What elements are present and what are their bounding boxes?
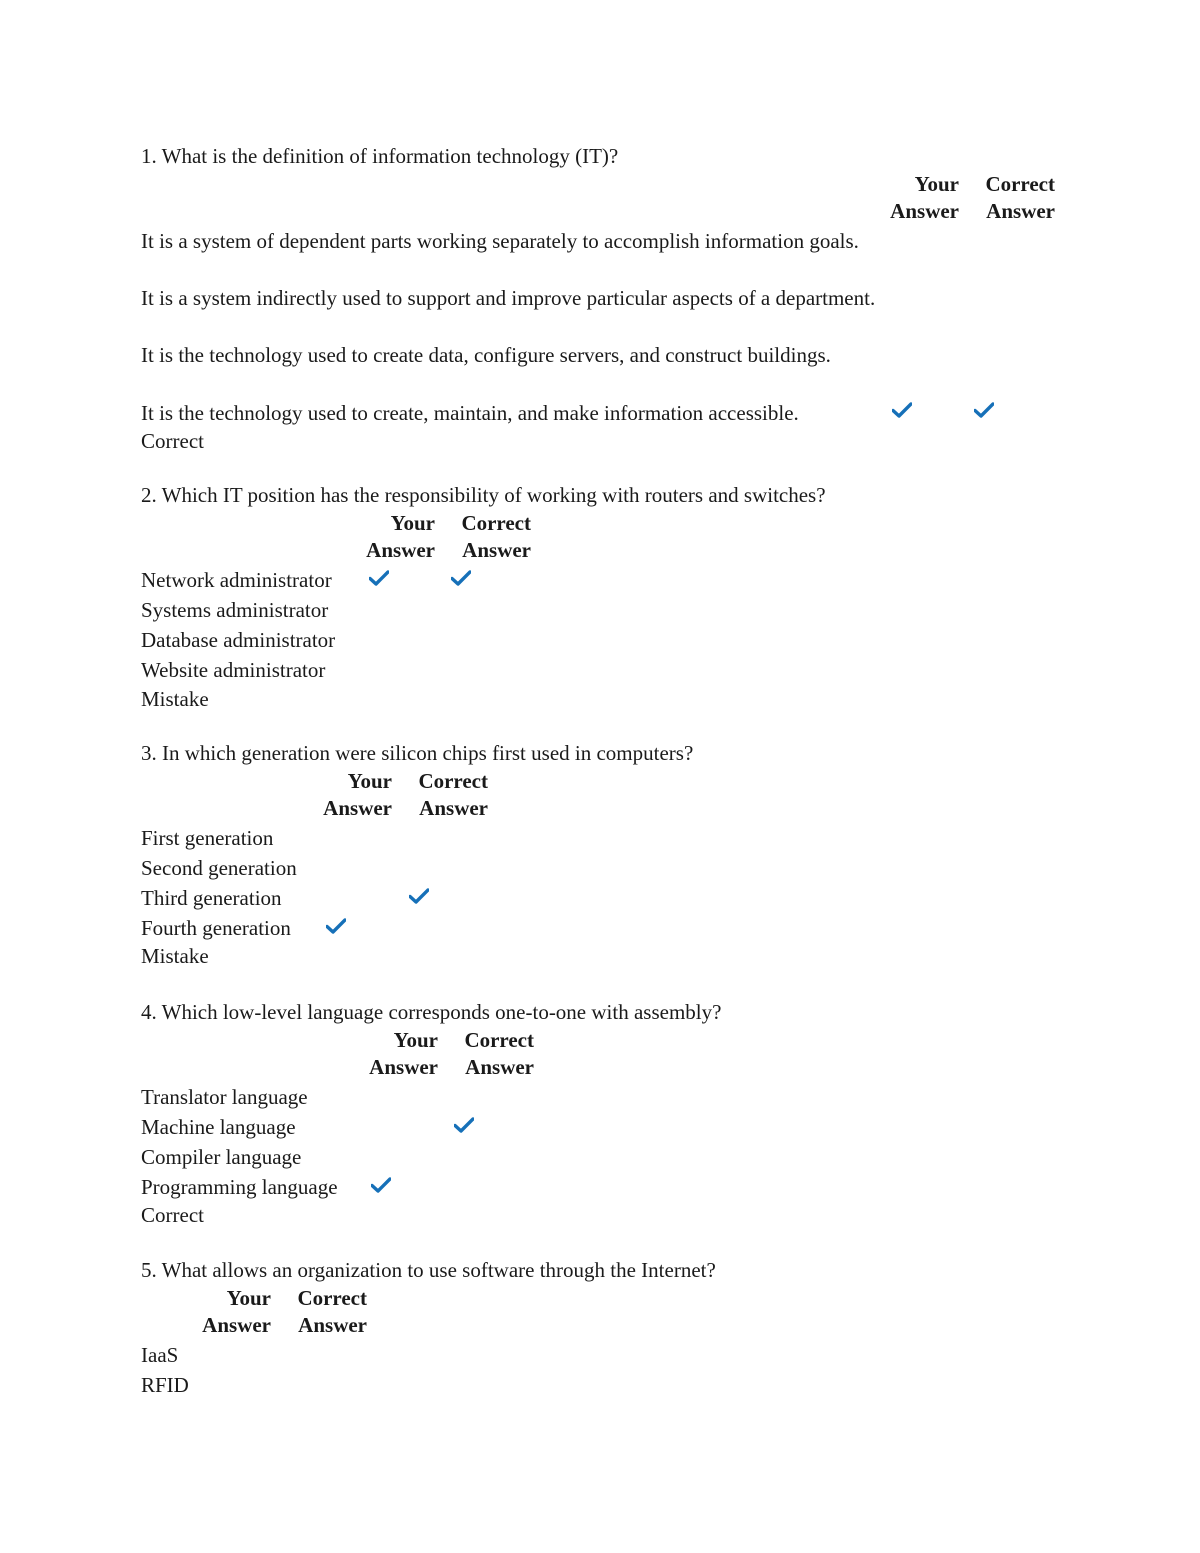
correct-answer-check-icon (451, 570, 471, 586)
answer-option: Translator language (141, 1085, 308, 1109)
your-answer-header: Your Answer (890, 172, 959, 223)
correct-answer-check-icon (409, 888, 429, 904)
result-label: Correct (141, 429, 204, 453)
question-text: 1. What is the definition of information technology (IT)? (141, 144, 619, 168)
answer-option: It is the technology used to create, maintain, and make information accessible. (141, 401, 799, 425)
your-answer-header: Your Answer (202, 1286, 271, 1337)
your-answer-check-icon (326, 918, 346, 934)
answer-option: Second generation (141, 856, 297, 880)
answer-option: Database administrator (141, 628, 336, 652)
answer-option: It is a system of dependent parts working separately to accomplish information goals. (141, 229, 859, 253)
answer-option: Fourth generation (141, 916, 291, 940)
answer-option: It is a system indirectly used to support and improve particular aspects of a department. (141, 286, 876, 310)
your-answer-header: Your Answer (369, 1028, 438, 1079)
result-label: Mistake (141, 687, 209, 711)
question-text: 4. Which low-level language corresponds one-to-one with assembly? (141, 1000, 722, 1024)
answer-option: Website administrator (141, 658, 326, 682)
answer-option: Third generation (141, 886, 282, 910)
answer-option: It is the technology used to create data, configure servers, and construct buildings. (141, 343, 831, 367)
your-answer-check-icon (371, 1177, 391, 1193)
correct-answer-header: Correct Answer (461, 511, 531, 562)
correct-answer-check-icon (454, 1117, 474, 1133)
answer-option: Programming language (141, 1175, 338, 1199)
correct-answer-header: Correct Answer (464, 1028, 534, 1079)
answer-option: Systems administrator (141, 598, 329, 622)
answer-option: RFID (141, 1373, 189, 1397)
result-label: Correct (141, 1203, 204, 1227)
result-label: Mistake (141, 944, 209, 968)
your-answer-check-icon (892, 402, 912, 418)
question-text: 5. What allows an organization to use software through the Internet? (141, 1258, 716, 1282)
your-answer-header: Your Answer (323, 769, 392, 820)
answer-option: Network administrator (141, 568, 332, 592)
correct-answer-check-icon (974, 402, 994, 418)
your-answer-check-icon (369, 570, 389, 586)
question-text: 3. In which generation were silicon chips first used in computers? (141, 741, 694, 765)
correct-answer-header: Correct Answer (297, 1286, 367, 1337)
answer-option: Compiler language (141, 1145, 302, 1169)
question-text: 2. Which IT position has the responsibility of working with routers and switches? (141, 483, 826, 507)
correct-answer-header: Correct Answer (985, 172, 1055, 223)
correct-answer-header: Correct Answer (418, 769, 488, 820)
answer-option: IaaS (141, 1343, 179, 1367)
your-answer-header: Your Answer (366, 511, 435, 562)
answer-option: First generation (141, 826, 274, 850)
answer-option: Machine language (141, 1115, 296, 1139)
